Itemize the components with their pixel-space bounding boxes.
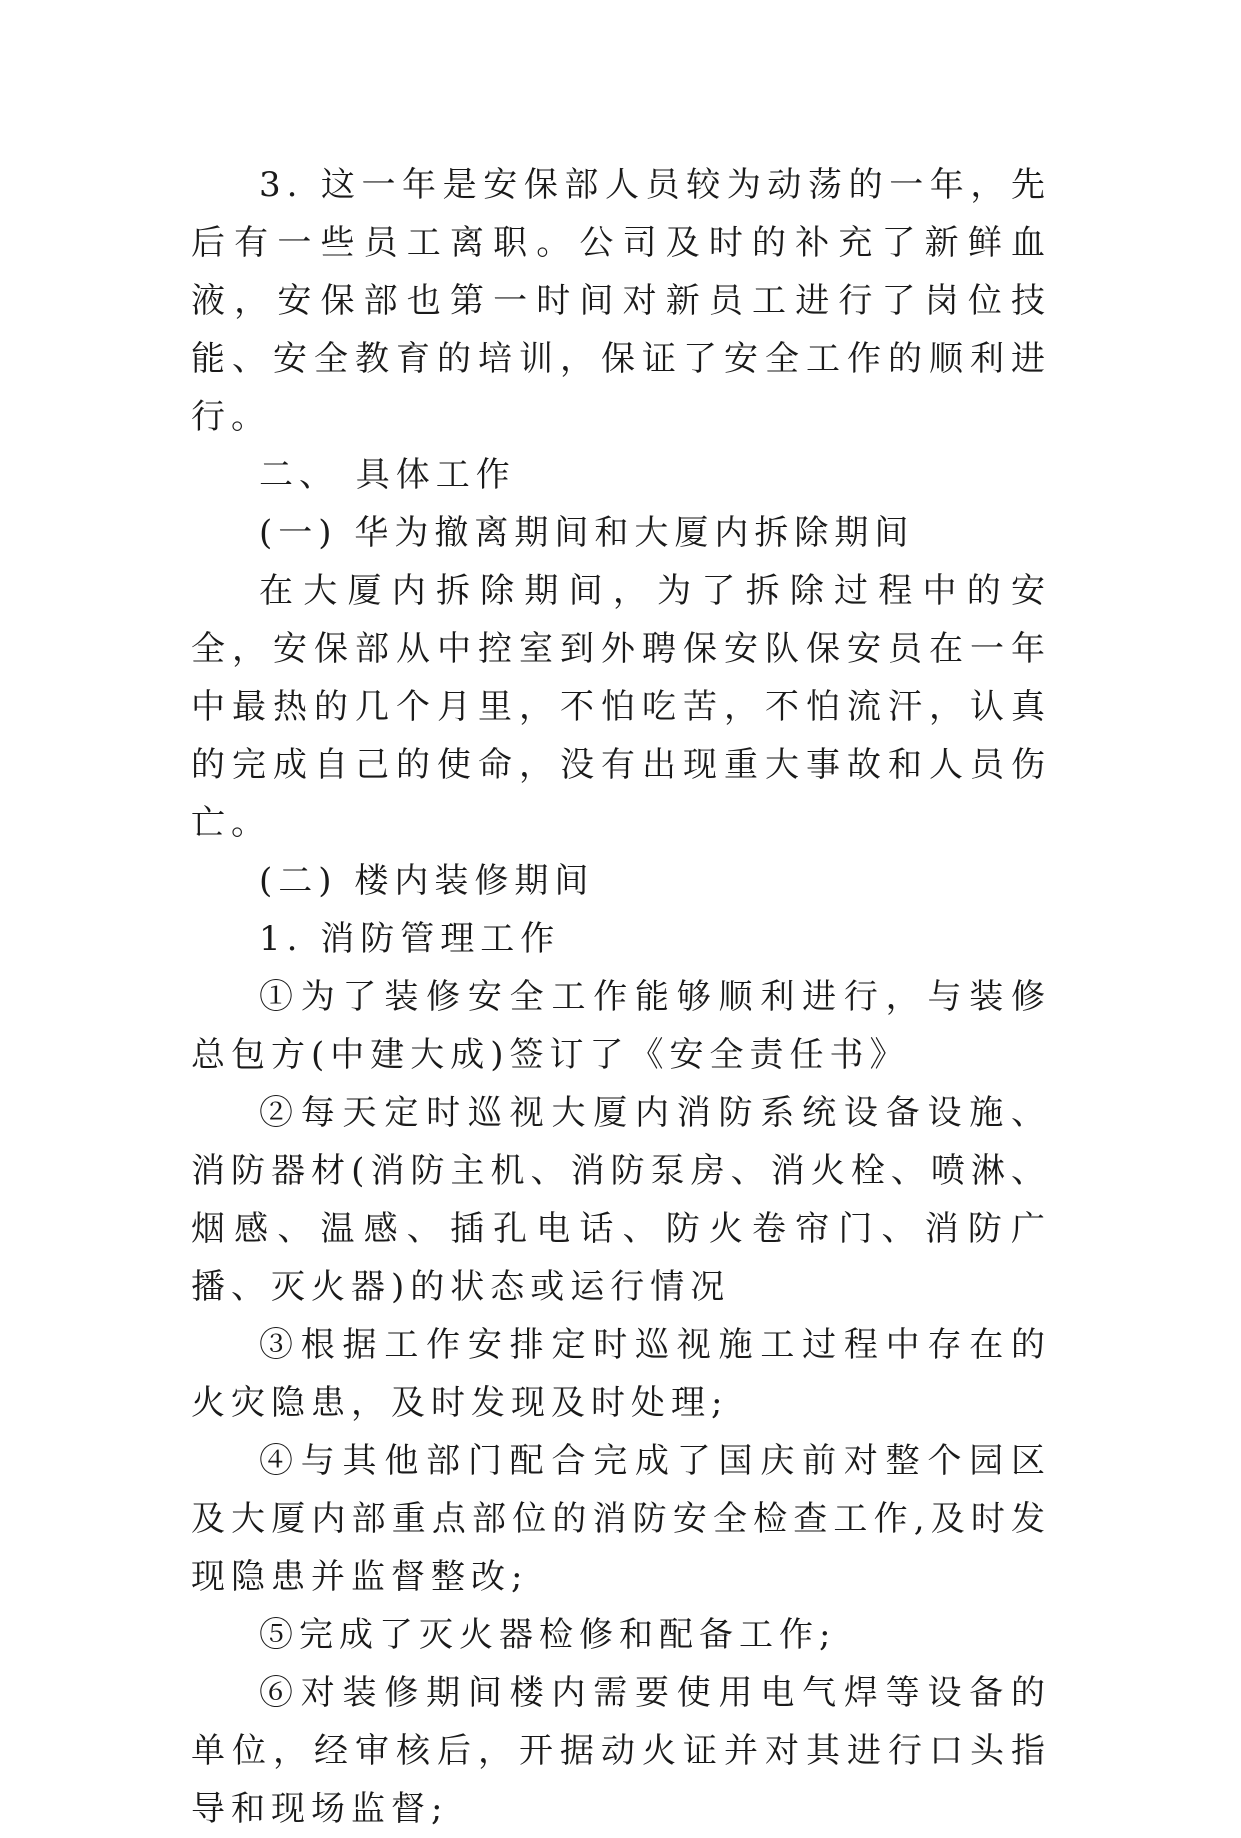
list-item-1: ①为了装修安全工作能够顺利进行，与装修总包方(中建大成)签订了《安全责任书》	[191, 977, 1051, 1075]
paragraph-demolition-safety: 在大厦内拆除期间，为了拆除过程中的安全，安保部从中控室到外聘保安队保安员在一年中最热的几个月里，不怕吃苦，不怕流汗，认真的完成自己的使命，没有出现重大事故和人员伤亡。	[191, 571, 1051, 843]
list-item-4: ④与其他部门配合完成了国庆前对整个园区及大厦内部重点部位的消防安全检查工作,及时发现隐患并监督整改;	[191, 1441, 1051, 1597]
section-heading-specific-work: 二、 具体工作	[259, 455, 516, 495]
subsection-heading-renovation: (二) 楼内装修期间	[259, 861, 595, 901]
paragraph-staff-turnover: 3. 这一年是安保部人员较为动荡的一年，先后有一些员工离职。公司及时的补充了新鲜血液，安保部也第一时间对新员工进行了岗位技能、安全教育的培训，保证了安全工作的顺利进行。	[191, 165, 1051, 437]
subsection-heading-huawei-withdrawal: (一) 华为撤离期间和大厦内拆除期间	[259, 513, 915, 553]
list-item-2: ②每天定时巡视大厦内消防系统设备设施、消防器材(消防主机、消防泵房、消火栓、喷淋、烟感、温感、插孔电话、防火卷帘门、消防广播、灭火器)的状态或运行情况	[191, 1093, 1051, 1307]
list-item-3: ③根据工作安排定时巡视施工过程中存在的火灾隐患，及时发现及时处理;	[191, 1325, 1051, 1423]
document-body	[191, 156, 1051, 1838]
item-heading-fire-management: 1. 消防管理工作	[259, 919, 561, 959]
list-item-5: ⑤完成了灭火器检修和配备工作;	[259, 1615, 837, 1655]
list-item-6: ⑥对装修期间楼内需要使用电气焊等设备的单位，经审核后，开据动火证并对其进行口头指导和现场监督;	[191, 1673, 1051, 1829]
